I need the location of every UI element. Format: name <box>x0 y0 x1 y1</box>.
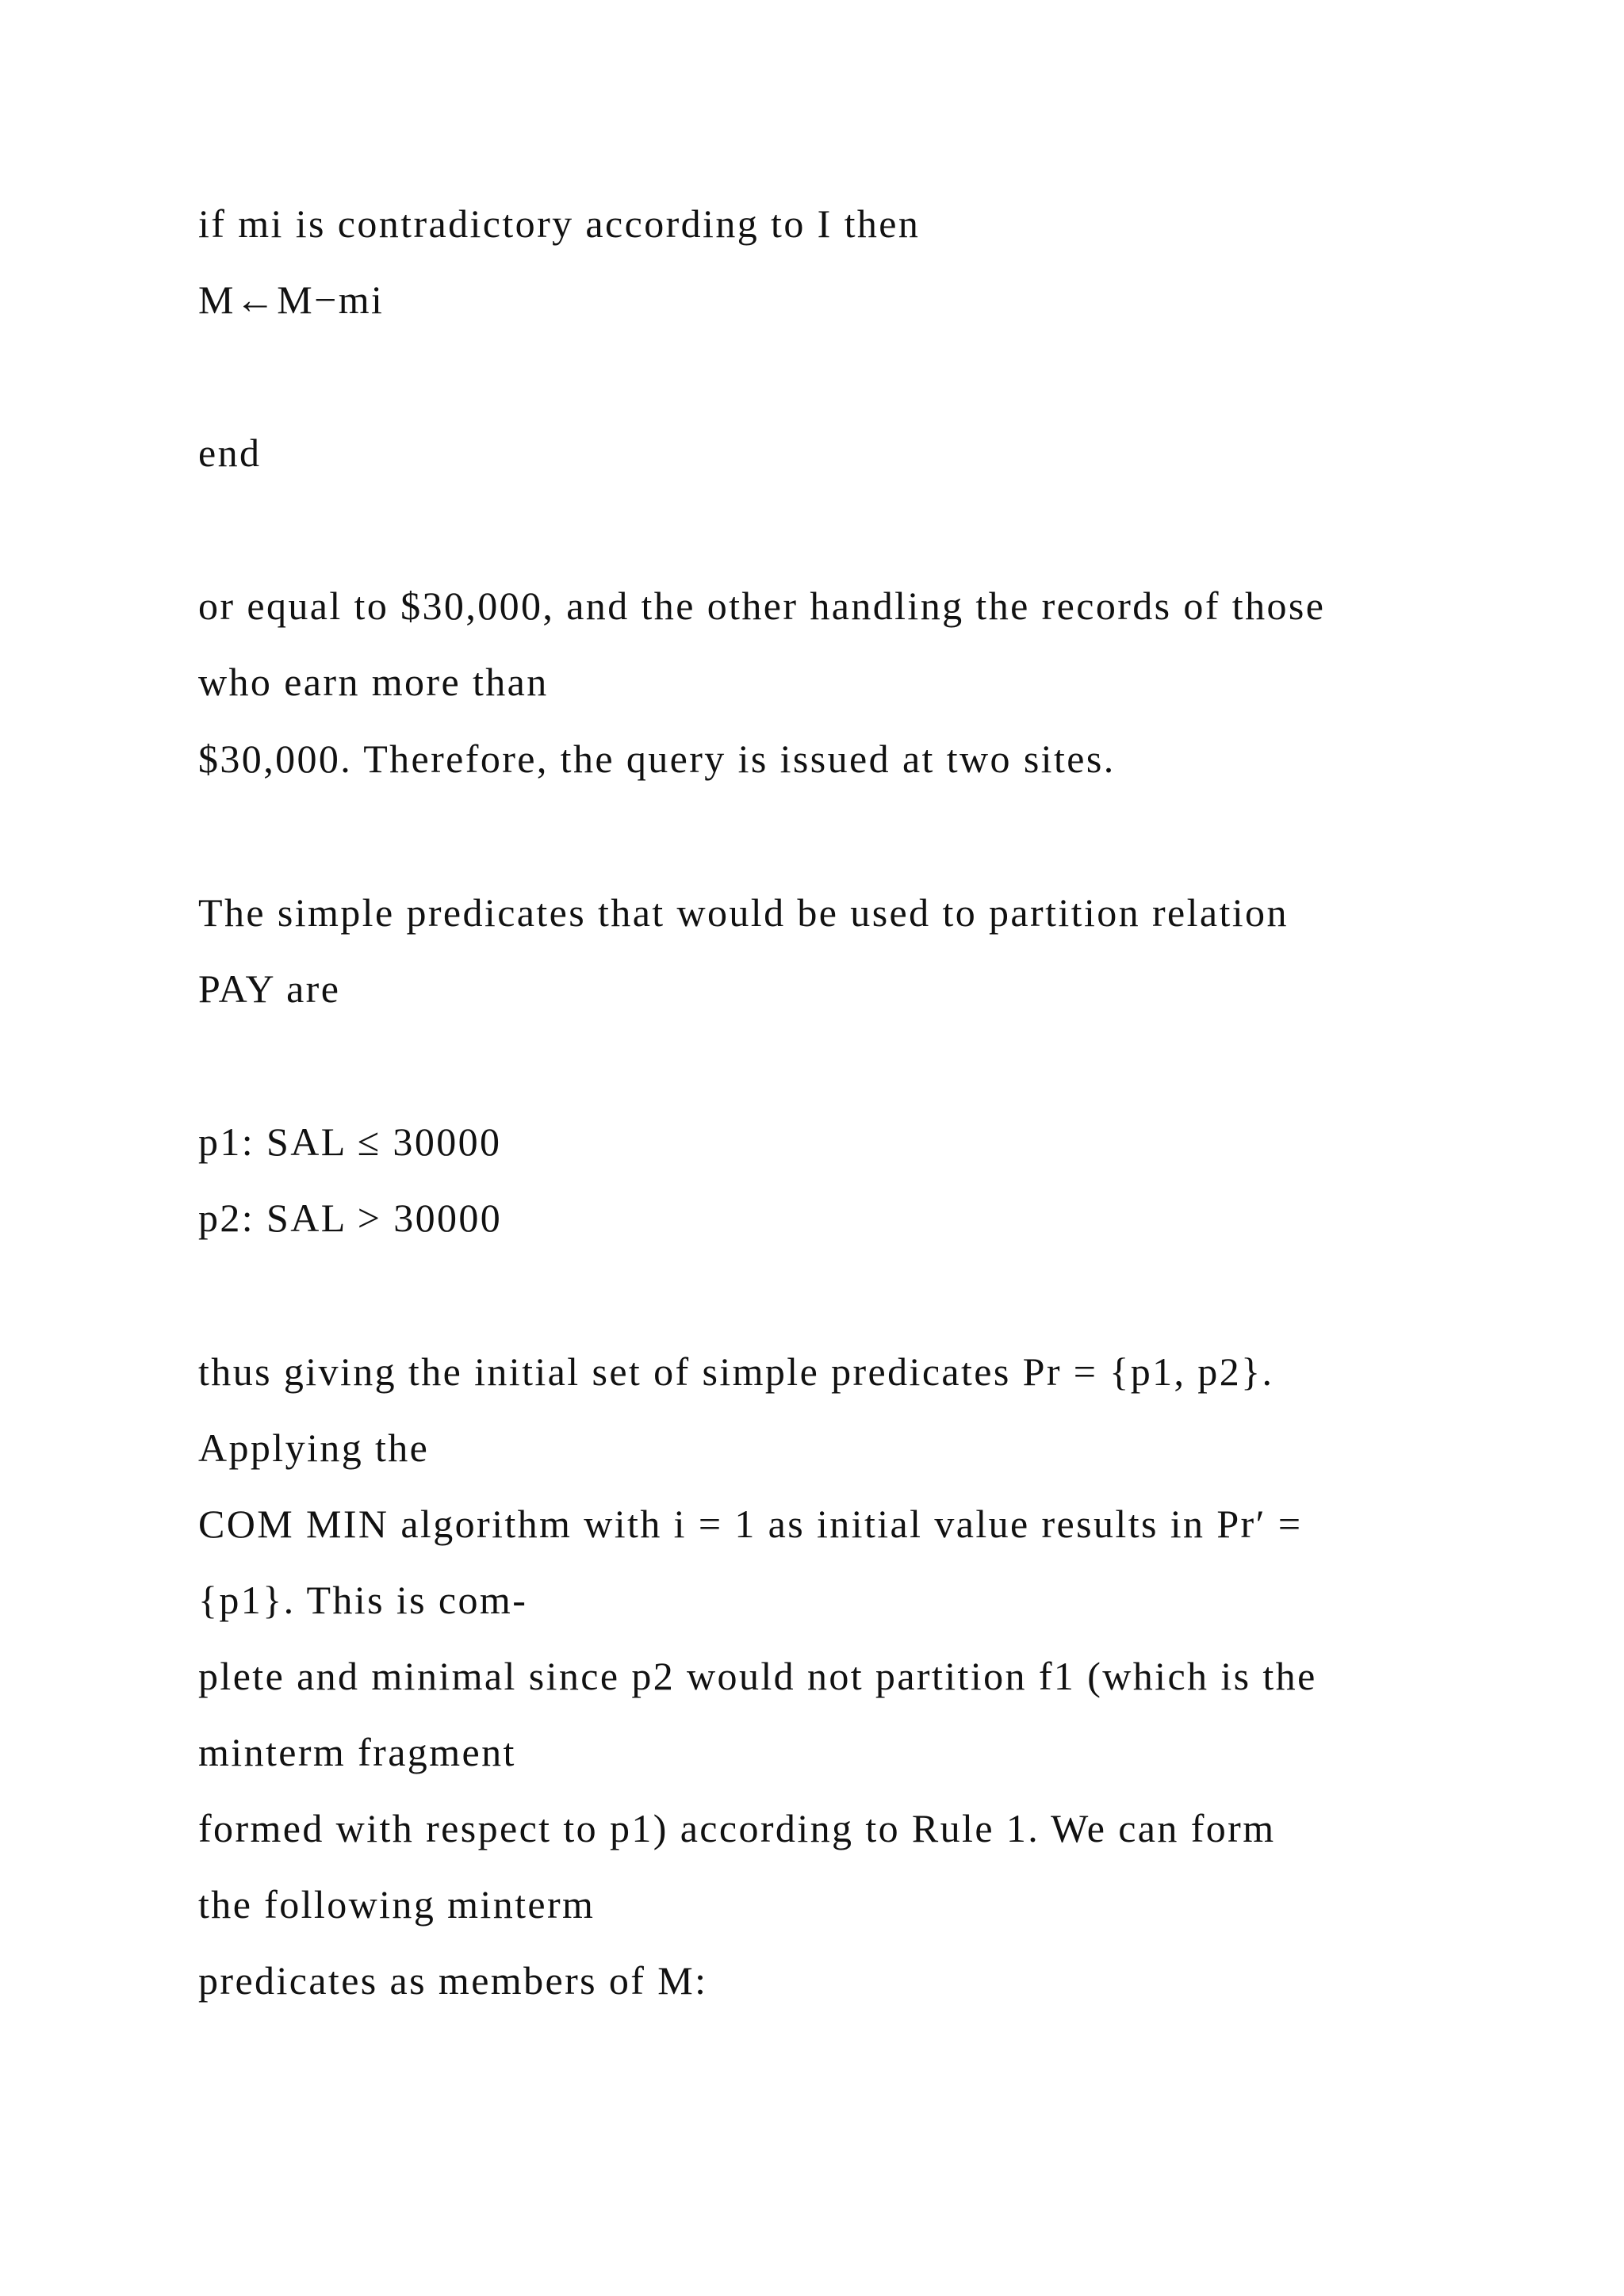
text-line-end: end <box>198 430 262 475</box>
text-line-applying: Applying the <box>198 1425 430 1470</box>
text-line-rule-1: formed with respect to p1) according to Rule 1. We can form <box>198 1806 1276 1850</box>
text-line-predicate-p1: p1: SAL ≤ 30000 <box>198 1119 502 1164</box>
text-line-initial-set: thus giving the initial set of simple predicates Pr = {p1, p2}. <box>198 1349 1274 1394</box>
text-line-who-earn: who earn more than <box>198 660 549 704</box>
text-line-minimal: plete and minimal since p2 would not partition f1 (which is the <box>198 1654 1317 1698</box>
text-line-query-issued: $30,000. Therefore, the query is issued at two sites. <box>198 737 1116 781</box>
text-line-members-of-m: predicates as members of M: <box>198 1958 708 2003</box>
text-line-minterm-fragment: minterm fragment <box>198 1730 516 1774</box>
text-line-p1-complete: {p1}. This is com- <box>198 1578 528 1622</box>
text-line-m-assignment: M←M−mi <box>198 277 385 322</box>
text-line-following-minterm: the following minterm <box>198 1882 596 1927</box>
text-line-contradictory: if mi is contradictory according to I then <box>198 201 921 246</box>
text-line-predicate-p2: p2: SAL > 30000 <box>198 1196 503 1240</box>
text-line-com-min: COM MIN algorithm with i = 1 as initial value results in Pr′ = <box>198 1502 1303 1546</box>
text-line-equal-to: or equal to $30,000, and the other handling the records of those <box>198 584 1326 628</box>
text-line-simple-predicates: The simple predicates that would be used to partition relation <box>198 890 1289 935</box>
text-line-pay-are: PAY are <box>198 966 341 1011</box>
